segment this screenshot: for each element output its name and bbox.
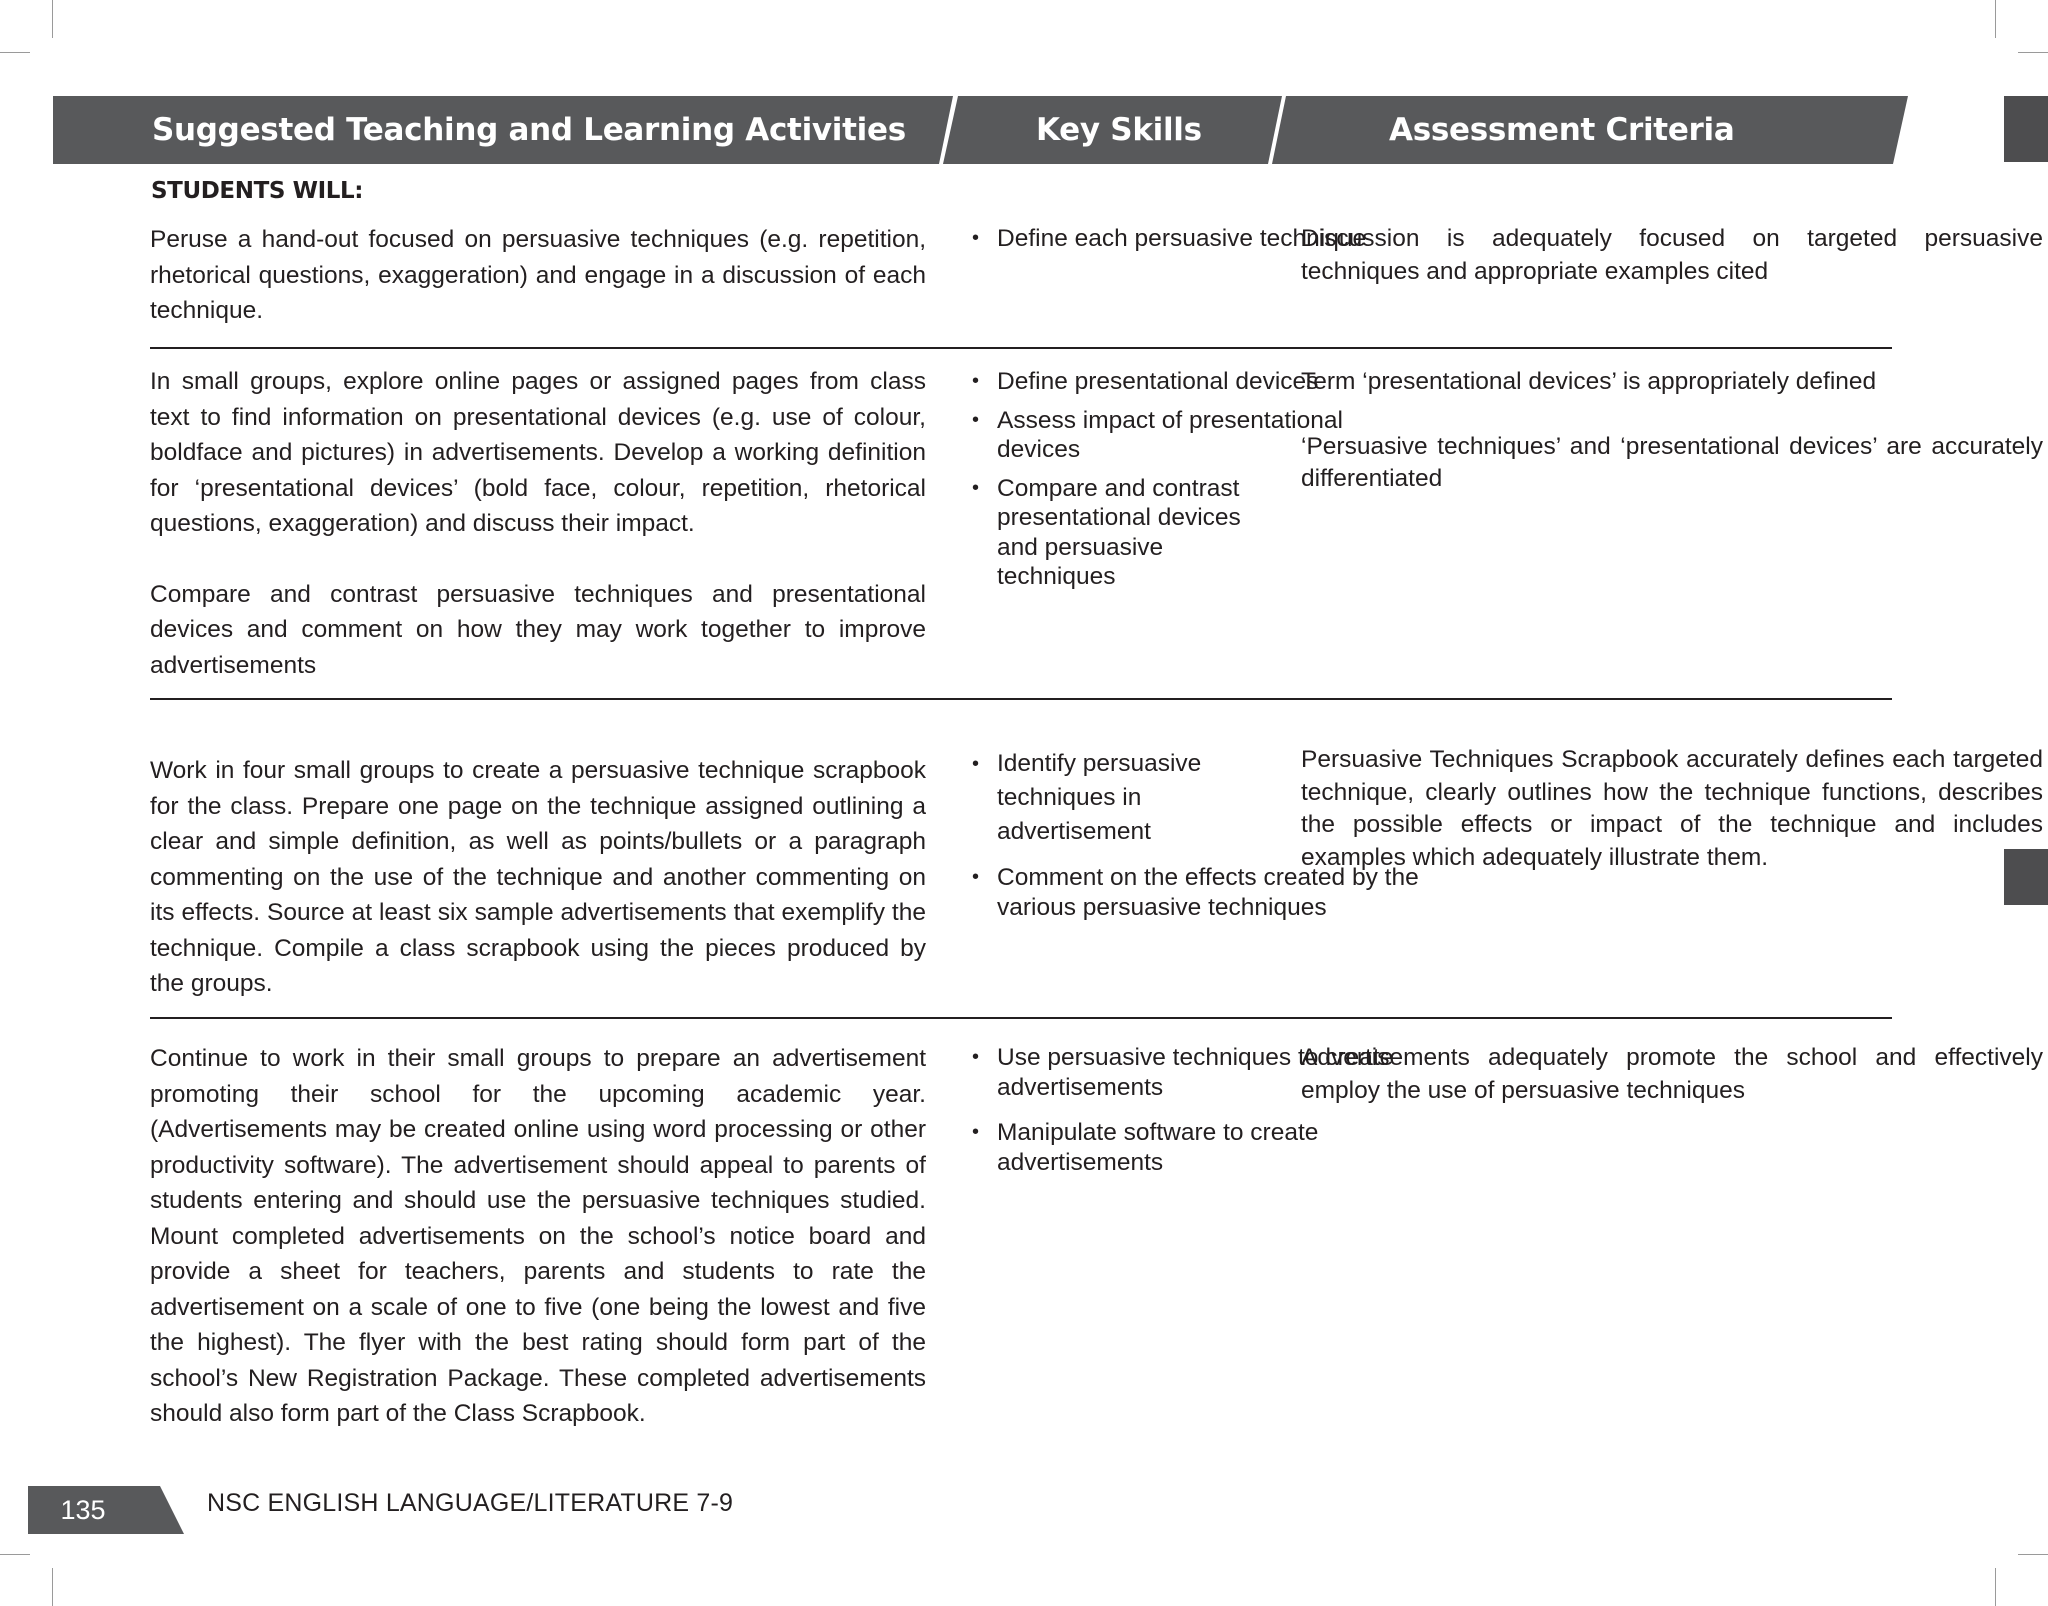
header-key-skills: Key Skills <box>1036 112 1202 148</box>
footer-title: NSC ENGLISH LANGUAGE/LITERATURE 7-9 <box>207 1489 734 1517</box>
activity-text: Work in four small groups to create a persuasive technique scrapbook for the class. Prepare one page on the technique assigned outlining a clear and simple definition, as well as points/bullets or a paragraph commenting on the use of the technique and another commenting on its effects. Source at least six sample advertisements that exemplify the technique. Compile a class scrapbook using the pieces produced by the groups. <box>150 757 926 997</box>
bullet-icon: • <box>972 866 980 888</box>
skill-text: Define presentational devices <box>997 368 1319 395</box>
bullet-icon: • <box>972 1121 980 1143</box>
row-divider <box>150 347 1892 349</box>
crop-mark <box>52 1568 53 1606</box>
row-divider <box>150 1017 1892 1019</box>
bullet-icon: • <box>972 476 980 499</box>
skill-text: Identify persuasive techniques in advertisement <box>997 750 1202 845</box>
activity-cell <box>150 364 926 683</box>
side-tab-top <box>2004 96 2048 162</box>
assessment-cell <box>1301 366 2043 496</box>
skill-item <box>972 474 1287 592</box>
crop-mark <box>1995 0 1996 38</box>
header-assessment-criteria: Assessment Criteria <box>1389 112 1735 148</box>
activity-text: Compare and contrast persuasive techniques and presentational devices and comment on how they may work together to improve advertisements <box>150 580 926 679</box>
skill-text: Comment on the effects created by the various persuasive techniques <box>997 864 1419 921</box>
skill-text: Compare and contrast presentational devices and persuasive techniques <box>997 474 1241 590</box>
crop-mark <box>0 1554 30 1555</box>
criteria-text: Discussion is adequately focused on targeted persuasive techniques and appropriate examples cited <box>1301 225 2043 285</box>
crop-mark <box>52 0 53 38</box>
assessment-cell <box>1301 1042 2043 1107</box>
criteria-text: ‘Persuasive techniques’ and ‘presentational devices’ are accurately differentiated <box>1301 432 2043 492</box>
skill-text: Define each persuasive technique <box>997 225 1367 252</box>
skill-text: Assess impact of presentational devices <box>997 406 1343 463</box>
bullet-icon: • <box>972 370 980 392</box>
crop-mark <box>2018 52 2048 53</box>
bullet-icon: • <box>972 408 980 431</box>
section-label: STUDENTS WILL: <box>151 178 364 204</box>
crop-mark <box>1995 1568 1996 1606</box>
skill-text: Use persuasive techniques to create advertisements <box>997 1044 1394 1101</box>
activity-cell <box>150 753 926 1002</box>
bullet-icon: • <box>972 227 980 249</box>
criteria-text: Advertisements adequately promote the school and effectively employ the use of persuasive techniques <box>1301 1044 2043 1104</box>
skill-item <box>972 1118 1422 1177</box>
criteria-text: Term ‘presentational devices’ is appropriately defined <box>1301 368 1877 395</box>
assessment-cell <box>1301 223 2043 288</box>
activity-cell <box>150 1041 926 1432</box>
activity-text: Continue to work in their small groups to prepare an advertisement promoting their school for the upcoming academic year. (Advertisements may be created online using word processing or other productivity software). The advertisement should appeal to parents of students entering and should use the persuasive techniques studied. Mount completed advertisements on the school’s notice board and provide a sheet for teachers, parents and students to rate the advertisement on a scale of one to five (one being the lowest and five the highest). The flyer with the best rating should form part of the school’s New Registration Package. These completed advertisements should also form part of the Class Scrapbook. <box>150 1045 926 1427</box>
crop-mark <box>0 52 30 53</box>
activity-cell <box>150 222 926 329</box>
bullet-icon: • <box>972 753 980 775</box>
assessment-cell <box>1301 744 2043 874</box>
header-activities: Suggested Teaching and Learning Activities <box>152 112 906 148</box>
crop-mark <box>2018 1554 2048 1555</box>
table-header <box>53 96 1908 164</box>
activity-text: In small groups, explore online pages or assigned pages from class text to find information on presentational devices (e.g. use of colour, boldface and pictures) in advertisements. Develop a working definition for ‘presentational devices’ (bold face, colour, repetition, rhetorical questions, exaggeration) and discuss their impact. <box>150 368 926 537</box>
row-divider <box>150 698 1892 700</box>
bullet-icon: • <box>972 1046 980 1068</box>
skill-item <box>972 747 1227 849</box>
activity-text: Peruse a hand-out focused on persuasive techniques (e.g. repetition, rhetorical questions, exaggeration) and engage in a discussion of each technique. <box>150 226 926 324</box>
criteria-text: Persuasive Techniques Scrapbook accurately defines each targeted technique, clearly outlines how the technique functions, describes the possible effects or impact of the technique and includes examples which adequately illustrate them. <box>1301 746 2043 871</box>
page-number: 135 <box>60 1495 106 1525</box>
skill-text: Manipulate software to create advertisements <box>997 1119 1319 1176</box>
